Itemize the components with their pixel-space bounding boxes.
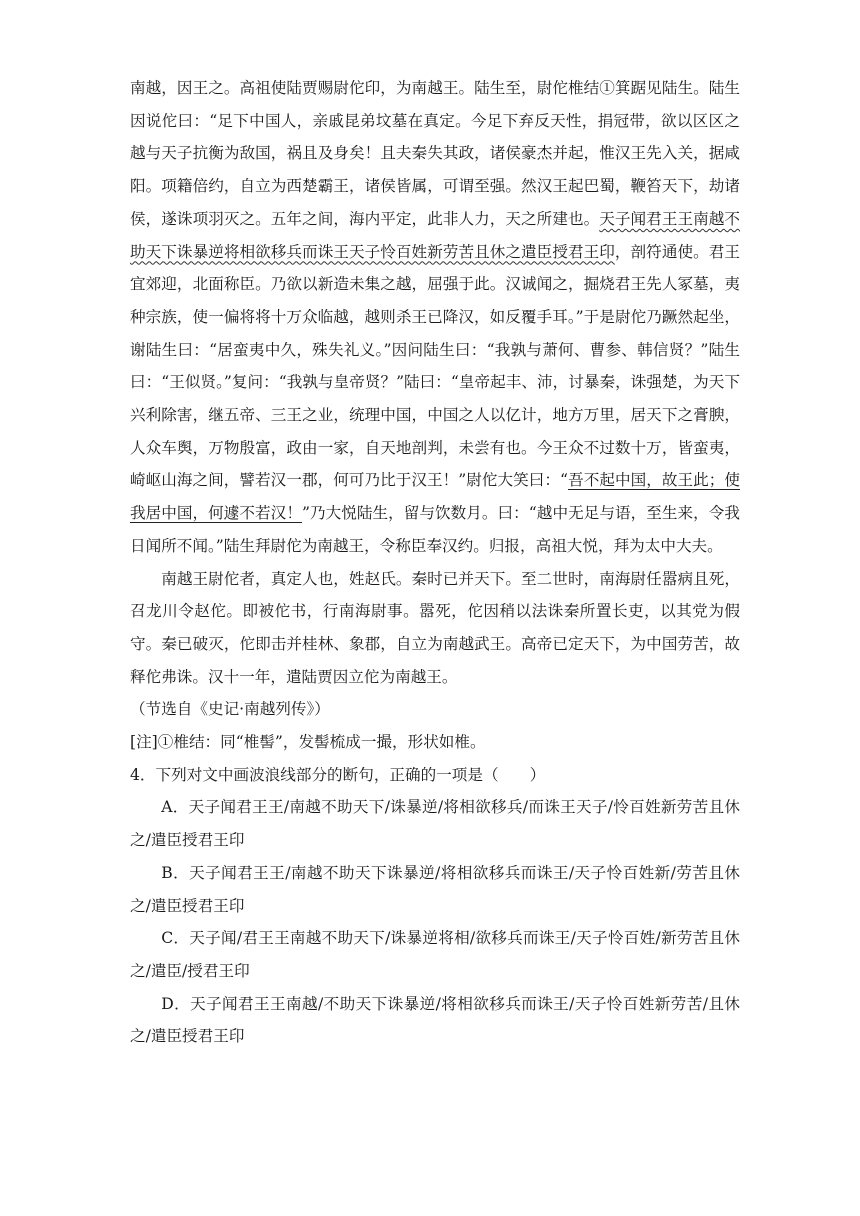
passage-paragraph-2: 南越王尉佗者，真定人也，姓赵氏。秦时已并天下。至二世时，南海尉任嚣病且死，召龙川令赵佗。即被佗书，行南海尉事。嚣死，佗因稍以法诛秦所置长吏，以其党为假守。秦已破灭，佗即击并桂林、象郡，自立为南越武王。高帝已定天下，为中国劳苦，故释佗弗诛。汉十一年，遣陆贾因立佗为南越王。 bbox=[130, 569, 740, 686]
passage-text: 南越，因王之。高祖使陆贾赐尉佗印，为南越王。陆生至，尉佗椎结①箕踞见陆生。陆生因说佗曰：“足下中国人，亲戚昆弟坟墓在真定。今足下弃反天性，捐冠带，欲以区区之越与天子抗衡为敌国，祸且及身矣！且夫秦失其政，诸侯豪杰并起，惟汉王先入关，据咸阳。项籍倍约，自立为西楚霸王，诸侯皆属，可谓至强。然汉王起巴蜀，鞭笞天下，劫诸侯，遂诛项羽灭之。五年之间，海内平定，此非人力，天之所建也。 bbox=[130, 79, 740, 228]
passage-paragraph-1 bbox=[130, 72, 740, 563]
passage-source: （节选自《史记·南越列传》） bbox=[130, 700, 330, 719]
passage-note: [注]①椎结：同“椎髻”，发髻梳成一撮，形状如椎。 bbox=[130, 733, 486, 752]
wavy-underlined-passage: 天子闻君王王南越不助天下诛暴逆将相欲移兵而诛王天子怜百姓新劳苦且休之遣臣授君王印 bbox=[130, 209, 740, 261]
option-d: D．天子闻君王王南越/不助天下诛暴逆/将相欲移兵而诛王/天子怜百姓新劳苦/且休之/遣臣授君王印 bbox=[130, 994, 740, 1046]
passage-text: ”乃大悦陆生，留与饮数月。曰：“越中无足与语，至生来，令我日闻所不闻。”陆生拜尉佗为南越王，令称臣奉汉约。归报，高祖大悦，拜为太中大夫。 bbox=[130, 504, 740, 555]
passage-text: ，剖符通使。君王宜郊迎，北面称臣。乃欲以新造未集之越，屈强于此。汉诚闻之，掘烧君王先人冢墓，夷种宗族，使一偏将将十万众临越，越则杀王已降汉，如反覆手耳。”于是尉佗乃蹶然起坐，谢陆生曰：“居蛮夷中久，殊失礼义。”因问陆生曰：“我孰与萧何、曹参、韩信贤？”陆生曰：“王似贤。”复问：“我孰与皇帝贤？”陆曰：“皇帝起丰、沛，讨暴秦，诛强楚，为天下兴利除害，继五帝、三王之业，统理中国，中国之人以亿计，地方万里，居天下之膏腴，人众车舆，万物殷富，政由一家，自天地剖判，未尝有也。今王众不过数十万，皆蛮夷，崎岖山海之间，譬若汉一郡，何可乃比于汉王！”尉佗大笑曰：“ bbox=[130, 242, 740, 490]
underlined-sentence: 吾不起中国，故王此；使我居中国，何遽不若汉！ bbox=[130, 471, 740, 523]
document-content bbox=[130, 72, 740, 1053]
question-stem: 4．下列对文中画波浪线部分的断句，正确的一项是（ ） bbox=[130, 765, 546, 784]
option-a: A．天子闻君王王/南越不助天下/诛暴逆/将相欲移兵/而诛王天子/怜百姓新劳苦且休之/遣臣授君王印 bbox=[130, 798, 740, 850]
option-c: C．天子闻/君王王南越不助天下/诛暴逆将相/欲移兵而诛王/天子怜百姓/新劳苦且休之/遣臣/授君王印 bbox=[130, 929, 740, 980]
option-b: B．天子闻君王王/南越不助天下诛暴逆/将相欲移兵而诛王/天子怜百姓新/劳苦且休之/遣臣授君王印 bbox=[130, 863, 740, 915]
